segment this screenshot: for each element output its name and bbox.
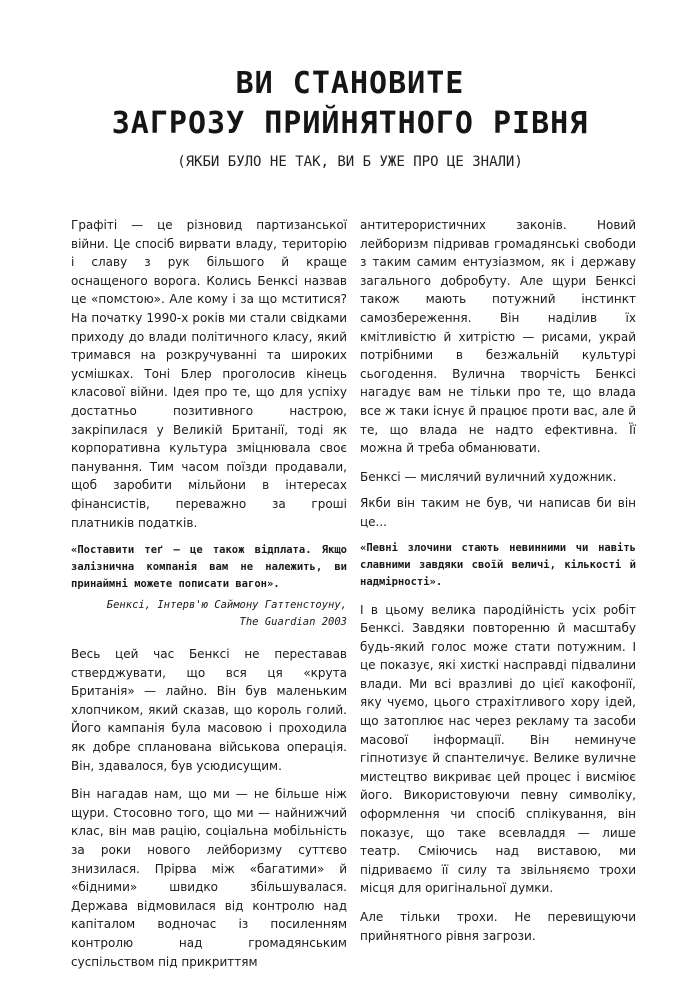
chapter-subtitle: (ЯКБИ БУЛО НЕ ТАК, ВИ Б УЖЕ ПРО ЦЕ ЗНАЛИ) (177, 154, 523, 170)
quote-attribution (71, 597, 347, 631)
chapter-title-line-2: ЗАГРОЗУ ПРИЙНЯТНОГО РІВНЯ (111, 106, 589, 141)
attribution-source: The Guardian 2003 (239, 616, 347, 629)
chapter-header (0, 64, 700, 170)
paragraph-graffiti: Графіті — це різновид партизанської війни. Це спосіб вирвати владу, територію і славу з рук більшого й краще оснащеного ворога. Колись Бенксі назвав це «помстою». Але кому і за що мститися? На початку 1990-х років ми стали свідками приходу до влади політичного класу, який тримався на розкручуванні та широких усмішках. Тоні Блер проголосив кінець класової війни. Ідея про те, що для успіху достатньо позитивного настрою, закріпилася у Великій Британії, тоді як корпоративна культура зміцнювала своє панування. Тим часом поїзди продавали, щоб заробити мільйони в інтересах фінансистів, переважно за гроші платників податків. (71, 218, 347, 530)
left-text-column (71, 216, 347, 981)
paragraph-would-he-write: Якби він таким не був, чи написав би він це... (360, 496, 636, 529)
chapter-title-line-1: ВИ СТАНОВИТЕ (235, 66, 465, 101)
right-text-column (360, 216, 636, 955)
paragraph-rats: Він нагадав нам, що ми — не більше ніж щури. Стосовно того, що ми — найнижчий клас, він мав рацію, соціальна мобільність за роки нового лейборизму суттєво знизилася. Прірва між «багатими» й «бідними» швидко збільшувалася. Держава відмовилася від контролю над капіталом водночас із посиленням контролю над громадянським суспільством під прикриттям (71, 787, 347, 969)
pull-quote-tag: «Поставити теґ — це також відплата. Якщо залізнична компанія вам не належить, ви принаймні можете пописати вагон». (71, 544, 347, 591)
paragraph-only-a-little: Але тільки трохи. Не перевищуючи прийнятного рівня загрози. (360, 910, 636, 943)
paragraph-thinking-artist: Бенксі — мислячий вуличний художник. (360, 469, 617, 484)
paragraph-parody: І в цьому велика пародійність усіх робіт Бенксі. Завдяки повторенню й масштабу будь-який голос може стати потужним. І це показує, які хисткі насправді підвалини влади. Ми всі вразливі до цієї какофонії, яку чуємо, цього страхітливого хору ідей, що затоплює нас через рекламу та засоби масової інформації. Він неминуче гіпнотизує й спантеличує. Велике вуличне мистецтво викриває цей процес і висміює його. Використовуючи певну символіку, оформлення чи спосіб сплікування, він показує, що таке всевладдя — лише театр. Сміючись над виставою, ми підриваємо її силу та звільняємо трохи місця для оригінальної думки. (360, 602, 636, 896)
attribution-author: Бенксі, Інтерв'ю Саймону Гаттенстоуну, (106, 599, 347, 612)
paragraph-cool-britannia: Весь цей час Бенксі не переставав стверджувати, що вся ця «крута Британія» — лайно. Він був маленьким хлопчиком, який сказав, що король голий. Його кампанія була масовою і проходила як добре спланована військова операція. Він, здавалося, був усюдисущим. (71, 647, 347, 773)
paragraph-new-labour: антитерористичних законів. Новий лейборизм підривав громадянські свободи з таким самим ентузіазмом, як і державу загального добробуту. Але щури Бенксі також мають потужний інстинкт самозбереження. Він наділив їх кмітливістю й хитрістю — рисами, украй потрібними в безжальній культурі сьогодення. Вулична творчість Бенксі нагадує вам не тільки про те, що влада все ж таки існує й працює проти вас, але й те, що влада не надто ефективна. Її можна й треба обманювати. (360, 218, 636, 456)
pull-quote-crimes: «Певні злочини стають невинними чи навіть славними завдяки своїй величі, кількості й надмірності». (360, 541, 636, 588)
